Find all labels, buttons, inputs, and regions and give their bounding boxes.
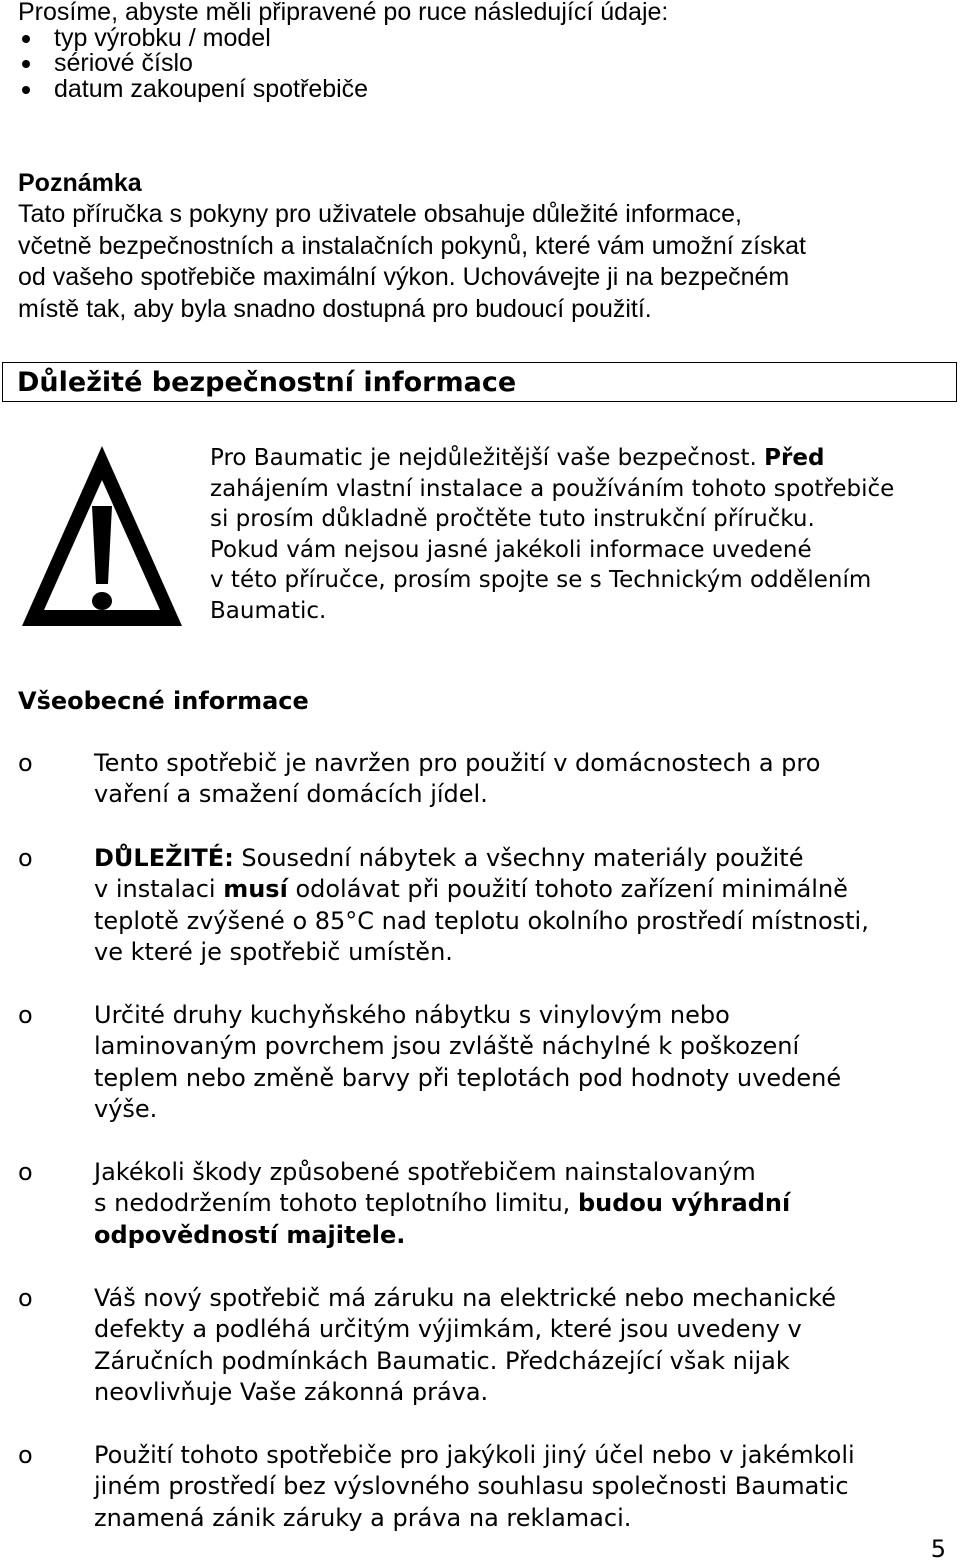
general-heading: Všeobecné informace bbox=[18, 687, 309, 715]
list-marker: o bbox=[18, 1284, 33, 1312]
list-marker: o bbox=[18, 1001, 33, 1029]
intro-section bbox=[18, 0, 668, 102]
list-item-text: Váš nový spotřebič má záruku na elektrické nebo mechanické defekty a podléhá určitým výjimkám, které jsou uvedeny v Záručních podmínkách Baumatic. Předcházející však nijak neovlivňuje Vaše zákonná práva. bbox=[94, 1284, 836, 1406]
safety-line: si prosím důkladně pročtěte tuto instrukční příručku. bbox=[210, 506, 815, 532]
note-line: Tato příručka s pokyny pro uživatele obsahuje důležité informace, bbox=[18, 200, 742, 228]
page-number: 5 bbox=[930, 1535, 946, 1563]
list-marker: o bbox=[18, 1441, 33, 1469]
safety-heading-box bbox=[2, 362, 957, 402]
bullet-icon bbox=[22, 60, 30, 68]
safety-line: Pro Baumatic je nejdůležitější vaše bezpečnost. Před bbox=[210, 445, 825, 471]
list-item-text: Tento spotřebič je navržen pro použití v domácnostech a pro vaření a smažení domácích jídel. bbox=[94, 749, 821, 809]
bullet-icon bbox=[22, 35, 30, 43]
warning-triangle-icon bbox=[20, 444, 184, 628]
list-marker: o bbox=[18, 844, 33, 872]
safety-line: Baumatic. bbox=[210, 597, 327, 624]
note-line: od vašeho spotřebiče maximální výkon. Uchovávejte ji na bezpečném bbox=[18, 263, 790, 291]
list-marker: o bbox=[18, 749, 33, 777]
list-item: sériové číslo bbox=[18, 51, 668, 77]
list-marker: o bbox=[18, 1158, 33, 1186]
list-item-text: DŮLEŽITÉ: Sousední nábytek a všechny materiály použité v instalaci musí odolávat při použití tohoto zařízení minimálně teplotě zvýšené o 85°C nad teplotu okolního prostředí místnosti, ve které je spotřebič umístěn. bbox=[94, 844, 869, 966]
safety-heading: Důležité bezpečnostní informace bbox=[17, 367, 517, 398]
note-section bbox=[18, 168, 806, 325]
safety-text bbox=[210, 443, 894, 626]
list-item-text: Jakékoli škody způsobené spotřebičem nainstalovaným s nedodržením tohoto teplotního limitu, budou výhradní odpovědností majitele. bbox=[94, 1158, 791, 1249]
note-heading: Poznámka bbox=[18, 169, 142, 197]
intro-lead: Prosíme, abyste měli připravené po ruce následující údaje: bbox=[18, 0, 669, 26]
list-item: datum zakoupení spotřebiče bbox=[18, 77, 668, 103]
note-line: včetně bezpečnostních a instalačních pokynů, které vám umožní získat bbox=[18, 231, 806, 260]
required-info-list bbox=[18, 23, 668, 103]
safety-line: zahájením vlastní instalace a používáním tohoto spotřebiče bbox=[210, 475, 895, 502]
note-text bbox=[18, 199, 806, 325]
list-item: typ výrobku / model bbox=[18, 26, 668, 52]
note-line: místě tak, aby byla snadno dostupná pro budoucí použití. bbox=[18, 294, 652, 323]
safety-line: Pokud vám nejsou jasné jakékoli informace uvedené bbox=[210, 536, 812, 563]
list-item-text: Použití tohoto spotřebiče pro jakýkoli jiný účel nebo v jakémkoli jiném prostředí bez výslovného souhlasu společnosti Baumatic znamená zánik záruky a práva na reklamaci. bbox=[94, 1441, 855, 1532]
safety-line: v této příručce, prosím spojte se s Technickým oddělením bbox=[210, 567, 872, 593]
list-item-text: Určité druhy kuchyňského nábytku s vinylovým nebo laminovaným povrchem jsou zvláště náchylné k poškození teplem nebo změně barvy při teplotách pod hodnoty uvedené výše. bbox=[94, 1001, 842, 1123]
bullet-icon bbox=[22, 86, 30, 94]
